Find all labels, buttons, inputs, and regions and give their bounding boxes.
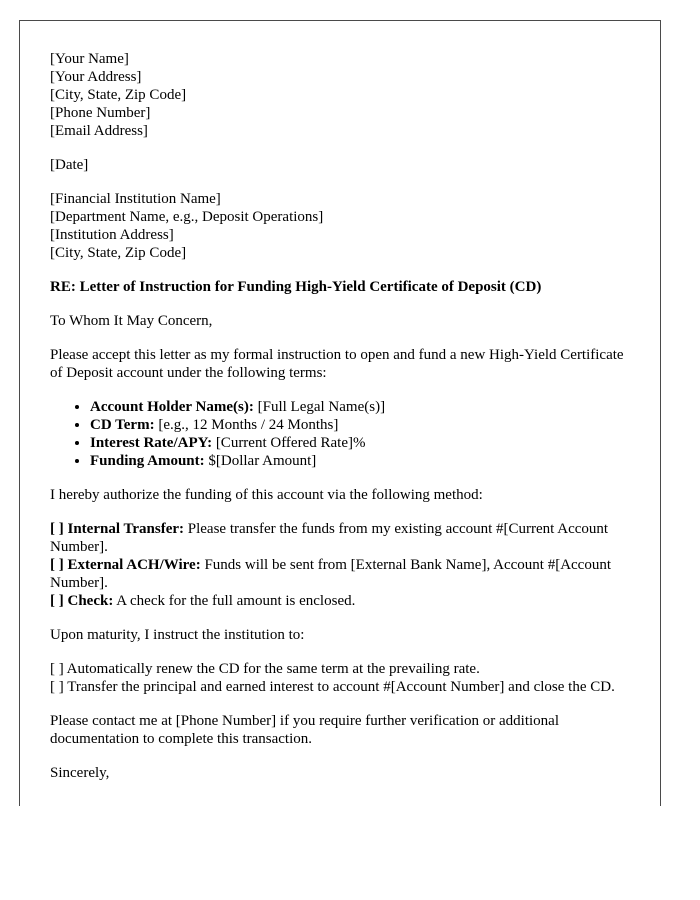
salutation: To Whom It May Concern,	[50, 313, 213, 329]
sender-city-state-zip: [City, State, Zip Code]	[50, 87, 187, 103]
checkbox-placeholder: [ ]	[50, 593, 68, 609]
subject-line: RE: Letter of Instruction for Funding High-Yield Certificate of Deposit (CD)	[50, 279, 542, 295]
method-text: A check for the full amount is enclosed.	[113, 593, 356, 609]
recipient-department: [Department Name, e.g., Deposit Operations]	[50, 209, 324, 225]
recipient-block	[50, 190, 635, 262]
closing: Sincerely,	[50, 765, 110, 781]
checkbox-placeholder: [ ]	[50, 557, 68, 573]
funding-methods	[50, 520, 635, 610]
checkbox-placeholder: [ ]	[50, 521, 68, 537]
maturity-option-renew: [ ] Automatically renew the CD for the same term at the prevailing rate.	[50, 661, 480, 677]
term-value: [Full Legal Name(s)]	[253, 399, 386, 415]
method-label: Internal Transfer:	[67, 521, 185, 537]
term-item	[90, 434, 635, 452]
funding-method-internal	[50, 520, 635, 556]
sender-address: [Your Address]	[50, 69, 142, 85]
term-label: CD Term:	[90, 417, 155, 433]
letter-page	[19, 20, 661, 806]
funding-method-external	[50, 556, 635, 592]
method-label: Check:	[67, 593, 114, 609]
method-text: Funds will be sent from [External Bank Name], Account #[Account Number].	[50, 557, 612, 591]
term-value: [Current Offered Rate]%	[212, 435, 366, 451]
funding-method-check	[50, 592, 635, 610]
term-item	[90, 398, 635, 416]
recipient-address: [Institution Address]	[50, 227, 174, 243]
letter-date: [Date]	[50, 157, 89, 173]
contact-paragraph: Please contact me at [Phone Number] if you require further verification or additional documentation to complete this transaction.	[50, 713, 559, 747]
sender-phone: [Phone Number]	[50, 105, 151, 121]
term-label: Interest Rate/APY:	[90, 435, 213, 451]
intro-paragraph: Please accept this letter as my formal instruction to open and fund a new High-Yield Certificate of Deposit account under the following terms:	[50, 347, 624, 381]
sender-block	[50, 50, 635, 140]
sender-email: [Email Address]	[50, 123, 148, 139]
term-item	[90, 416, 635, 434]
recipient-city-state-zip: [City, State, Zip Code]	[50, 245, 187, 261]
maturity-options	[50, 660, 635, 696]
terms-list	[50, 398, 635, 470]
term-value: $[Dollar Amount]	[204, 453, 317, 469]
letter-body	[50, 50, 635, 782]
maturity-intro: Upon maturity, I instruct the institution to:	[50, 627, 305, 643]
term-label: Funding Amount:	[90, 453, 205, 469]
recipient-institution: [Financial Institution Name]	[50, 191, 221, 207]
term-label: Account Holder Name(s):	[90, 399, 254, 415]
method-label: External ACH/Wire:	[67, 557, 201, 573]
sender-name: [Your Name]	[50, 51, 129, 67]
maturity-option-transfer: [ ] Transfer the principal and earned interest to account #[Account Number] and close the CD.	[50, 679, 615, 695]
term-item	[90, 452, 635, 470]
term-value: [e.g., 12 Months / 24 Months]	[154, 417, 339, 433]
funding-intro: I hereby authorize the funding of this account via the following method:	[50, 487, 483, 503]
method-text: Please transfer the funds from my existing account #[Current Account Number].	[50, 521, 609, 555]
